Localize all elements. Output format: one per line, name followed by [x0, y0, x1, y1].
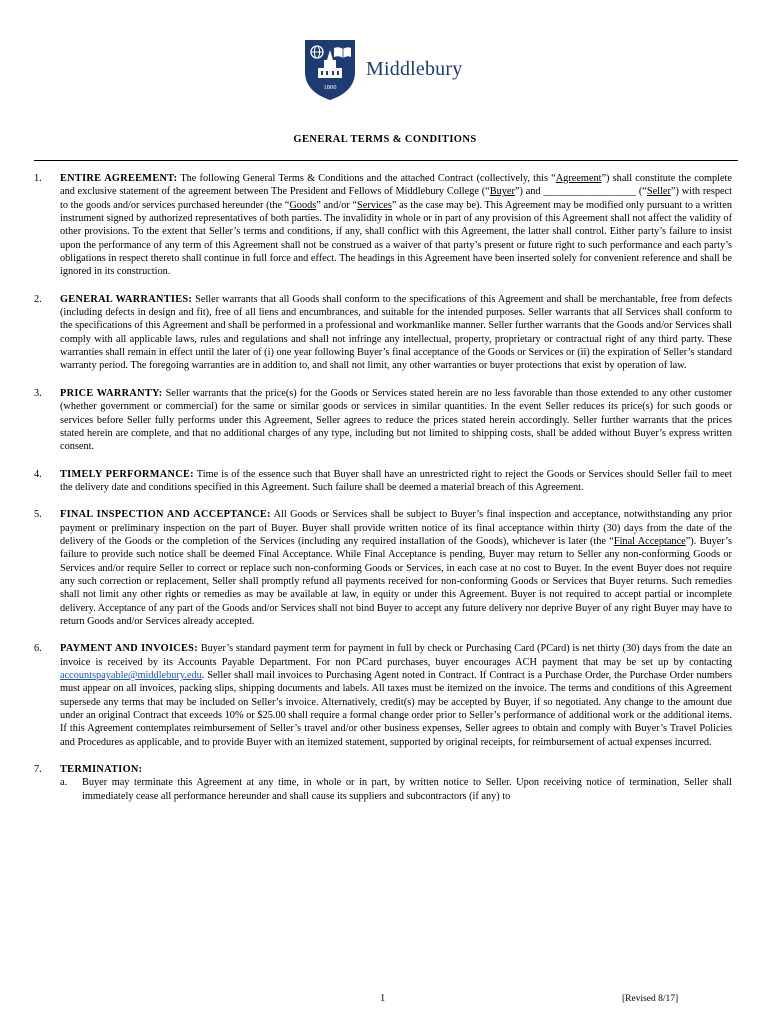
clause-text: Buyer’s standard payment term for payment in full by check or Purchasing Card (PCard) is net thirty (30) days from the date an invoice is received by its Accounts Payable Department. For non PCard purchases, buyer encourages ACH payment that may be set up by contacting — [60, 643, 732, 668]
clause-heading: TERMINATION: — [60, 764, 143, 776]
defined-term: Buyer — [489, 186, 515, 198]
defined-term: Goods — [289, 199, 317, 211]
clause-number: 6. — [34, 643, 42, 655]
clause-text: Seller warrants that the price(s) for the Goods or Services stated herein are no less favorable than those extended to any other customer (whether government or commercial) for the same or similar goods or services in similar quantities. In the event Seller reduces its price(s) for such goods or services before Seller fully performs under this Agreement, Seller agrees to reduce the prices stated herein accordingly. Seller further warrants that the prices stated herein are complete, and that no additional charges of any type, including but not limited to shipping costs, shall be added without Buyer’s express written consent. — [60, 387, 732, 453]
clause-termination — [34, 763, 732, 803]
shield-icon — [302, 38, 358, 102]
terms-list — [34, 172, 732, 817]
clause-body — [60, 468, 732, 495]
logo-wordmark: Middlebury — [366, 57, 463, 80]
clause-heading: ENTIRE AGREEMENT: — [60, 173, 178, 184]
clause-heading: PRICE WARRANTY: — [60, 387, 163, 399]
clause-payment-invoices — [34, 642, 732, 749]
clause-entire-agreement — [34, 172, 732, 279]
clause-heading: GENERAL WARRANTIES: — [60, 293, 193, 305]
clause-timely-performance — [34, 468, 732, 495]
accounts-payable-email-link[interactable]: accountspayable@middlebury.edu — [60, 670, 202, 681]
document-title: GENERAL TERMS & CONDITIONS — [293, 134, 477, 145]
clause-heading: PAYMENT AND INVOICES: — [60, 643, 198, 655]
clause-number: 4. — [34, 468, 42, 480]
clause-text: Time is of the essence such that Buyer shall have an unrestricted right to reject the Goods or Services should Seller fail to meet the delivery date and conditions specified in this Agreement. Such failure shall be deemed a material breach of this Agreement. — [60, 468, 732, 493]
subclause-text: Buyer may terminate this Agreement at any time, in whole or in part, by written notice to Seller. Upon receiving notice of termination, Seller shall immediately cease all performance hereunder and shall cause its suppliers and subcontractors (if any) to — [82, 777, 732, 802]
clause-text: ”) with respect to the goods and/or services purchased hereunder (the “ — [60, 186, 732, 211]
subclause-letter: a. — [60, 777, 68, 789]
clause-heading: FINAL INSPECTION AND ACCEPTANCE: — [60, 509, 271, 521]
clause-price-warranty — [34, 387, 732, 454]
clause-text: The following General Terms & Conditions and the attached Contract (collectively, this “ — [177, 173, 556, 184]
title-divider — [34, 160, 738, 161]
clause-number: 7. — [34, 764, 42, 776]
clause-final-inspection — [34, 508, 732, 628]
clause-body — [60, 172, 732, 279]
clause-number: 3. — [34, 387, 42, 399]
clause-body — [60, 642, 732, 749]
clause-text: . Seller shall mail invoices to Purchasing Agent noted in Contract. If Contract is a Purchase Order, the Purchase Order numbers must appear on all invoices, packing slips, shipping documents and labels. All taxes must be itemized on the invoice. The terms and conditions of this Agreement supersede any terms that may be included on Seller’s invoice. Alternatively, credit(s) may be accepted by Buyer, if so negotiated. Any change to the amount due under an original Contract that exceeds 10% or $25.00 shall require a formal change order prior to Seller’s performance of additional work or the additional items. If this Agreement contemplates reimbursement of Seller’s travel and/or other business expenses, Seller agrees to obtain and comply with Buyer’s Travel Policies and Procedures as applicable, and to provide Buyer with an itemized statement, supported by original receipts, for reimbursement of actual expenses incurred. — [60, 670, 732, 748]
middlebury-logo — [302, 38, 472, 102]
clause-text: ”). Buyer’s failure to provide such notice shall be deemed Final Acceptance. While Final Acceptance is pending, Buyer may return to Seller any non-conforming Goods or Services and/or require Seller to correct or replace such non-conforming Goods or Services, in each case at no cost to Buyer. In the event Buyer does not require any such correction or replacement, Seller shall promptly refund all payments received for non-conforming Goods or Services that Buyer returns. Such remedies shall not limit any other rights or remedies as may be available at law, in equity or under this Agreement. Buyer is not required to accept partial or incomplete delivery. Acceptance of any part of the Goods and/or Services shall not bind Buyer to accept any future delivery nor deprive Buyer of any right Buyer may have to return Goods and/or Services already accepted. — [60, 535, 732, 627]
clause-text: ” as the case may be). This Agreement may be modified only pursuant to a written instrument signed by authorized representatives of both parties. The invalidity in whole or in part of any provision of this Agreement shall not affect the validity of other provisions. To the extent that Seller’s terms and conditions, if any, shall conflict with this Agreement, the latter shall control. Either party’s failure to insist upon the performance of any term of this Agreement shall not be construed as a waiver of that party’s present or future right to such performance and each party’s obligations in respect thereto shall continue in full force and effect. The headings in this Agreement have been inserted solely for convenient reference and shall be ignored in its construction. — [60, 199, 732, 278]
clause-text: All Goods or Services shall be subject to Buyer’s final inspection and acceptance, notwithstanding any prior payment or preliminary inspection on the part of Buyer. Buyer shall provide written notice of its final acceptance within thirty (30) days from the date of the delivery of the Goods or the completion of the Services (including any required installation of the Goods), whichever is later (the “ — [60, 509, 732, 547]
clause-number: 1. — [34, 173, 42, 184]
clause-general-warranties — [34, 293, 732, 373]
clause-body — [60, 763, 732, 803]
clause-text: Seller warrants that all Goods shall conform to the specifications of this Agreement and shall be merchantable, free from defects (including defects in design and fit), free of all liens and encumbrances, and suitable for the intended purposes. Seller warrants that all Services shall conform to the specifications of this Agreement and shall be performed in a professional and workmanlike manner. Seller further warrants that the Goods and/or Services shall comply with all applicable laws, rules and regulations and shall not infringe any intellectual, property, proprietary or contractual right of any third party. These warranties shall remain in effect until the later of (i) one year following Buyer’s final acceptance of the Goods or Services or (ii) the expiration of Seller’s standard warranty period. The foregoing warranties are in addition to, and shall not limit, any other warranties or buyer protections that exist by operation of law. — [60, 293, 732, 372]
subclause-a — [60, 776, 732, 803]
defined-term: Agreement — [555, 173, 602, 184]
page-number: 1 — [380, 993, 386, 1004]
clause-body — [60, 508, 732, 628]
clause-text: ”) shall constitute the complete and exclusive statement of the agreement between The President and Fellows of Middlebury College (“ — [60, 173, 732, 198]
revision-note: [Revised 8/17] — [622, 994, 679, 1004]
clause-text: ” and/or “ — [316, 199, 357, 211]
logo-year: 1800 — [323, 84, 337, 91]
clause-body — [60, 387, 732, 454]
clause-heading: TIMELY PERFORMANCE: — [60, 468, 194, 480]
clause-number: 5. — [34, 509, 42, 521]
clause-number: 2. — [34, 293, 42, 305]
defined-term: Final Acceptance — [613, 535, 686, 547]
defined-term: Seller — [646, 186, 671, 198]
defined-term: Services — [357, 199, 392, 211]
clause-body — [60, 293, 732, 373]
clause-text: ”) and __________________ (“ — [514, 186, 647, 198]
